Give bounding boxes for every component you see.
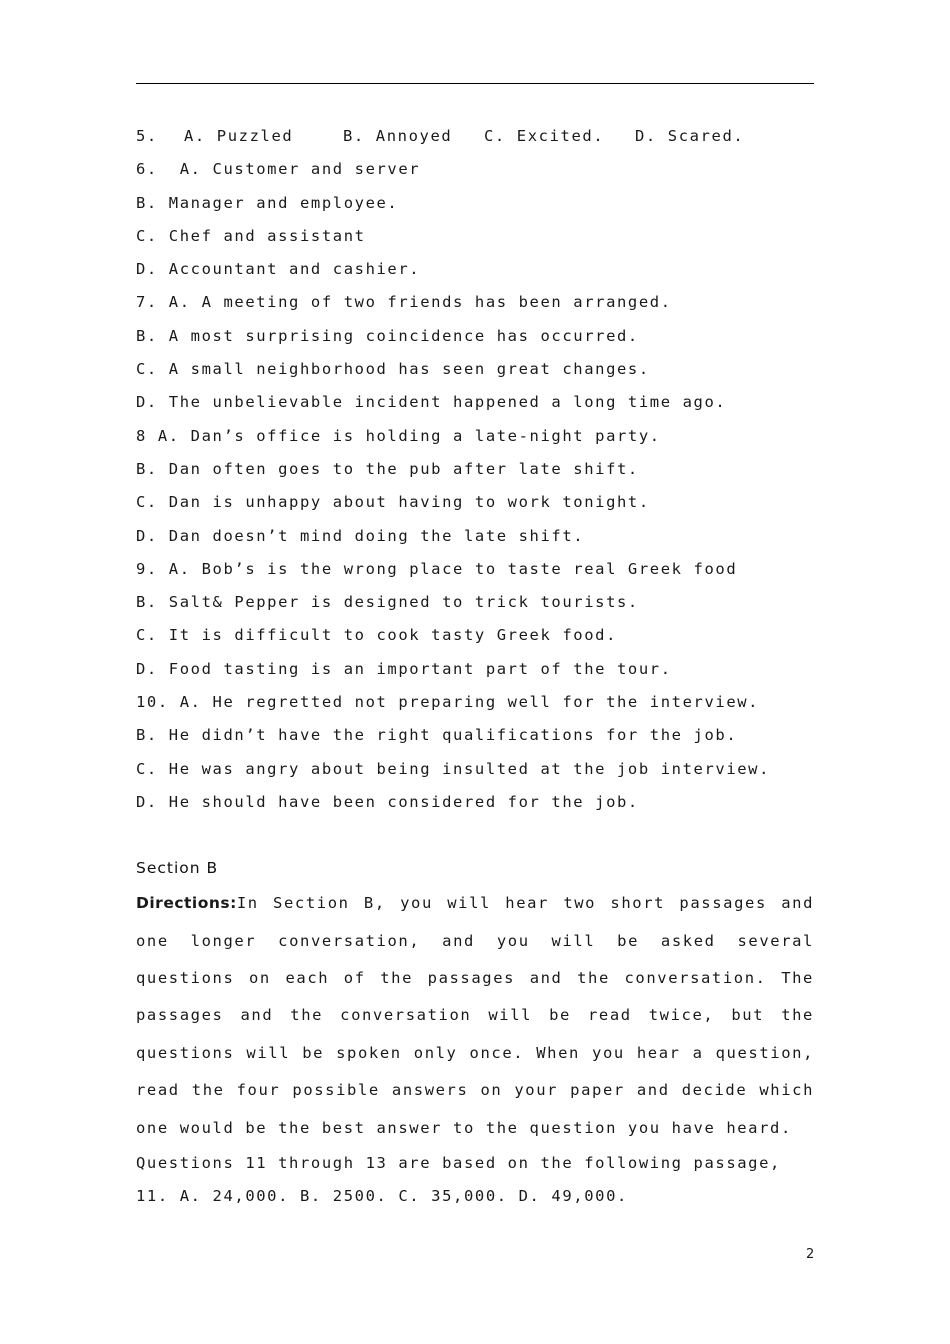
- option-c: C. Excited.: [484, 127, 605, 145]
- option-b: B. A most surprising coincidence has occurred.: [136, 326, 639, 345]
- option-d: D. The unbelievable incident happened a long time ago.: [136, 393, 727, 412]
- section-b-directions: [136, 885, 814, 1147]
- question-6: 6. A. Customer and server: [136, 160, 421, 179]
- option-b: B. He didn’t have the right qualifications for the job.: [136, 726, 738, 745]
- header-rule: [136, 83, 814, 84]
- passage-intro: Questions 11 through 13 are based on the following passage,: [136, 1154, 781, 1173]
- question-8: 8 A. Dan’s office is holding a late-night party.: [136, 426, 661, 445]
- option-c: C. Dan is unhappy about having to work tonight.: [136, 493, 650, 512]
- directions-text: In Section B, you will hear two short passages and one longer conversation, and you will be asked several questions on each of the passages and the conversation. The passages and the conversation will be read twice, but the questions will be spoken only once. When you hear a question, read the four possible answers on your paper and decide which one would be the best answer to the question you have heard.: [136, 894, 814, 1137]
- option-d: D. Scared.: [635, 127, 745, 145]
- question-10: 10. A. He regretted not preparing well for the interview.: [136, 693, 760, 712]
- question-5: [136, 120, 814, 153]
- option-c: C. Chef and assistant: [136, 226, 366, 245]
- page-content: [136, 120, 814, 1214]
- option-a: A. Puzzled: [184, 127, 294, 145]
- option-b: B. Annoyed: [343, 127, 453, 145]
- option-c: C. It is difficult to cook tasty Greek food.: [136, 626, 617, 645]
- option-d: D. Food tasting is an important part of the tour.: [136, 659, 672, 678]
- option-d: D. Dan doesn’t mind doing the late shift.: [136, 526, 585, 545]
- question-11: 11. A. 24,000. B. 2500. C. 35,000. D. 49,000.: [136, 1187, 628, 1206]
- page-number: 2: [806, 1247, 815, 1262]
- question-number: 5.: [136, 127, 158, 145]
- option-d: D. He should have been considered for the job.: [136, 792, 639, 811]
- option-c: C. He was angry about being insulted at the job interview.: [136, 759, 771, 778]
- question-9: 9. A. Bob’s is the wrong place to taste real Greek food: [136, 559, 738, 578]
- option-d: D. Accountant and cashier.: [136, 260, 421, 279]
- question-7: 7. A. A meeting of two friends has been arranged.: [136, 293, 672, 312]
- option-b: B. Manager and employee.: [136, 193, 399, 212]
- directions-label: Directions:: [136, 894, 237, 913]
- section-gap: [136, 819, 814, 852]
- option-b: B. Salt& Pepper is designed to trick tourists.: [136, 593, 639, 612]
- option-c: C. A small neighborhood has seen great changes.: [136, 360, 650, 379]
- section-b-heading: Section B: [136, 859, 219, 878]
- option-b: B. Dan often goes to the pub after late shift.: [136, 459, 639, 478]
